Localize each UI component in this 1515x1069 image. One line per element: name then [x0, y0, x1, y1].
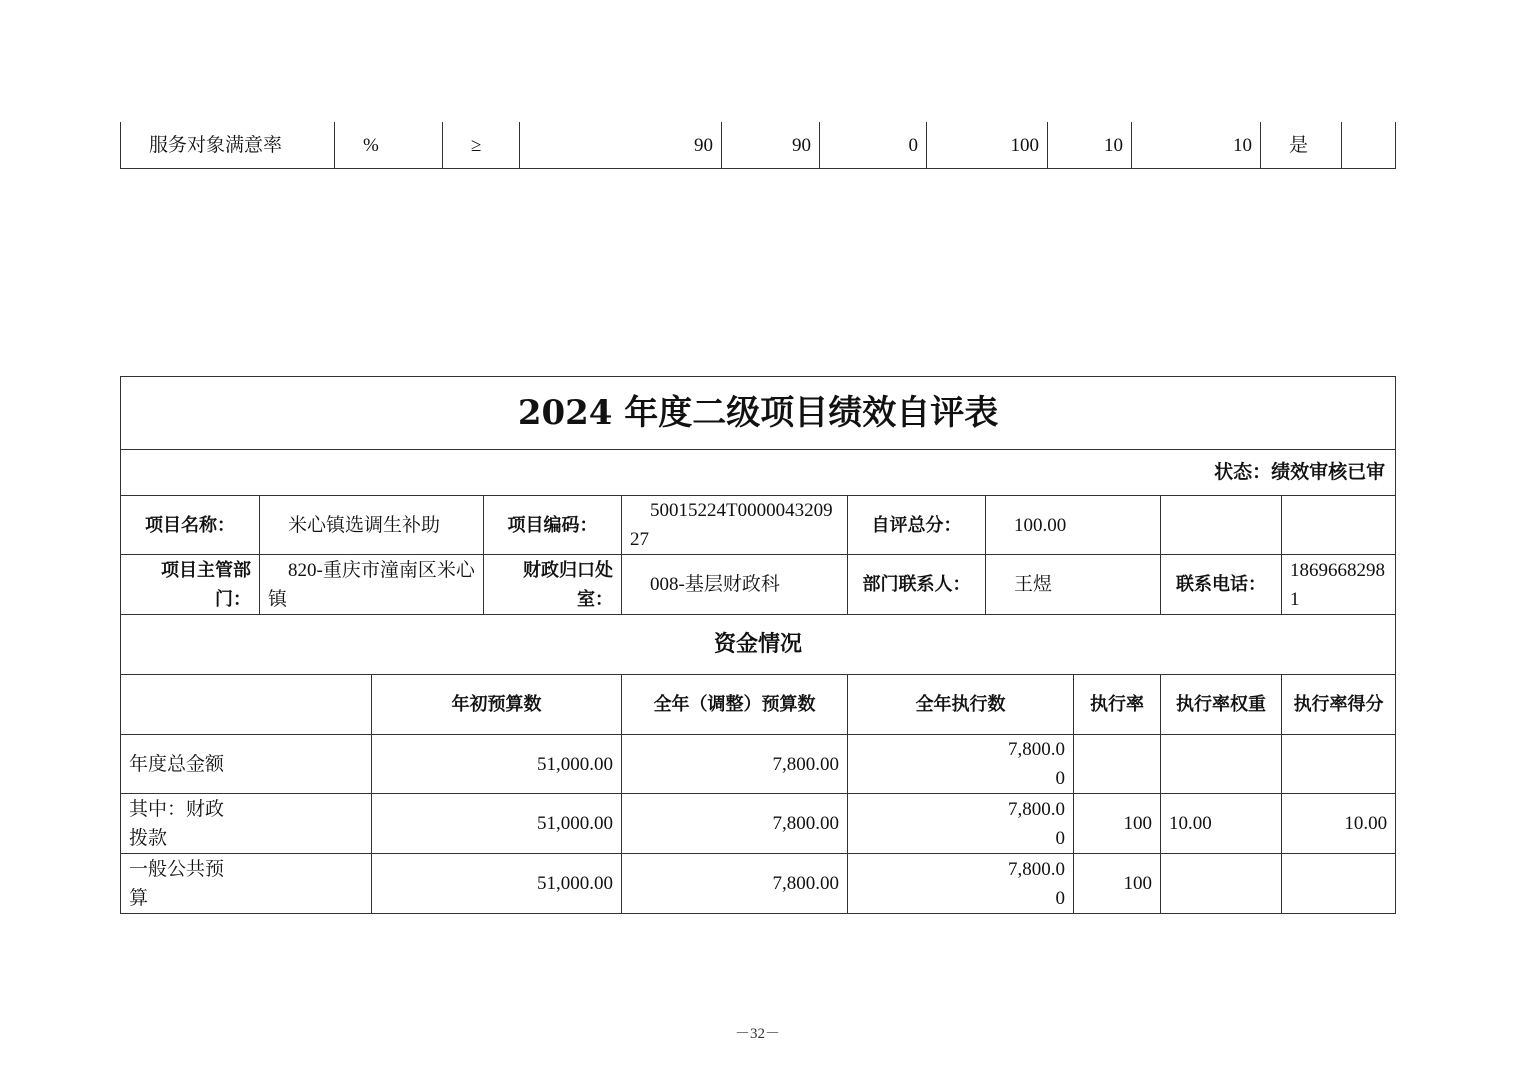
- indicator-operator: ≥: [443, 122, 520, 169]
- project-code-value: 50015224T000004320927: [622, 496, 848, 555]
- funds-row-weight: 10.00: [1161, 794, 1282, 854]
- funds-row-rate: 100: [1074, 854, 1161, 914]
- funds-row-name: 其中：财政拨款: [121, 794, 372, 854]
- project-name-label: 项目名称：: [121, 496, 260, 555]
- funds-header-row: [121, 675, 1396, 735]
- funds-row-weight: [1161, 854, 1282, 914]
- page-number: －32－: [734, 1026, 780, 1042]
- funds-header-rate: 执行率: [1074, 675, 1161, 735]
- funds-row-weight: [1161, 735, 1282, 794]
- finance-office-value: 008-基层财政科: [622, 555, 848, 615]
- funds-row-executed: 7,800.00: [848, 854, 1074, 914]
- form-title: 2024 年度二级项目绩效自评表: [121, 377, 1396, 450]
- funds-row-executed: 7,800.00: [848, 794, 1074, 854]
- project-name-value: 米心镇选调生补助: [260, 496, 484, 555]
- department-info-row: [121, 555, 1396, 615]
- phone-label: 联系电话：: [1161, 555, 1282, 615]
- funds-row-score: [1282, 854, 1396, 914]
- funds-row-executed: 7,800.00: [848, 735, 1074, 794]
- funds-row-initial: 51,000.00: [372, 735, 622, 794]
- indicator-name: 服务对象满意率: [121, 122, 335, 169]
- funds-header-adjusted: 全年（调整）预算数: [622, 675, 848, 735]
- indicator-note: [1342, 122, 1396, 169]
- contact-value: 王煜: [986, 555, 1161, 615]
- status-text: 状态：绩效审核已审: [121, 450, 1396, 496]
- phone-value: 18696682981: [1282, 555, 1396, 615]
- indicator-annual-target: 90: [520, 122, 722, 169]
- self-evaluation-form: [120, 376, 1396, 914]
- funds-row-name: 一般公共预算: [121, 854, 372, 914]
- project-code-label: 项目编码：: [484, 496, 622, 555]
- indicator-weight: 10: [1048, 122, 1132, 169]
- funds-header-score: 执行率得分: [1282, 675, 1396, 735]
- funds-row-name: 年度总金额: [121, 735, 372, 794]
- finance-office-label: 财政归口处室：: [484, 555, 622, 615]
- performance-indicator-table: [120, 122, 1396, 169]
- indicator-deviation: 0: [820, 122, 927, 169]
- funds-row-initial: 51,000.00: [372, 854, 622, 914]
- contact-label: 部门联系人：: [848, 555, 986, 615]
- project-info-row: [121, 496, 1396, 555]
- funds-row-adjusted: 7,800.00: [622, 794, 848, 854]
- funds-row-adjusted: 7,800.00: [622, 854, 848, 914]
- funds-row-rate: 100: [1074, 794, 1161, 854]
- funds-header-blank: [121, 675, 372, 735]
- empty-cell: [1282, 496, 1396, 555]
- self-score-label: 自评总分：: [848, 496, 986, 555]
- table-row: [121, 122, 1396, 169]
- table-row: [121, 794, 1396, 854]
- funds-section-title: 资金情况: [121, 615, 1396, 675]
- self-score-value: 100.00: [986, 496, 1161, 555]
- funds-header-executed: 全年执行数: [848, 675, 1074, 735]
- indicator-score: 10: [1132, 122, 1261, 169]
- dept-value: 820-重庆市潼南区米心镇: [260, 555, 484, 615]
- indicator-actual: 90: [722, 122, 820, 169]
- funds-header-initial: 年初预算数: [372, 675, 622, 735]
- empty-cell: [1161, 496, 1282, 555]
- indicator-completion: 100: [927, 122, 1048, 169]
- funds-row-rate: [1074, 735, 1161, 794]
- table-row: [121, 735, 1396, 794]
- funds-row-score: 10.00: [1282, 794, 1396, 854]
- funds-row-adjusted: 7,800.00: [622, 735, 848, 794]
- funds-row-initial: 51,000.00: [372, 794, 622, 854]
- table-row: [121, 854, 1396, 914]
- funds-header-weight: 执行率权重: [1161, 675, 1282, 735]
- indicator-unit: %: [335, 122, 443, 169]
- dept-label: 项目主管部门：: [121, 555, 260, 615]
- indicator-achieved: 是: [1261, 122, 1342, 169]
- funds-row-score: [1282, 735, 1396, 794]
